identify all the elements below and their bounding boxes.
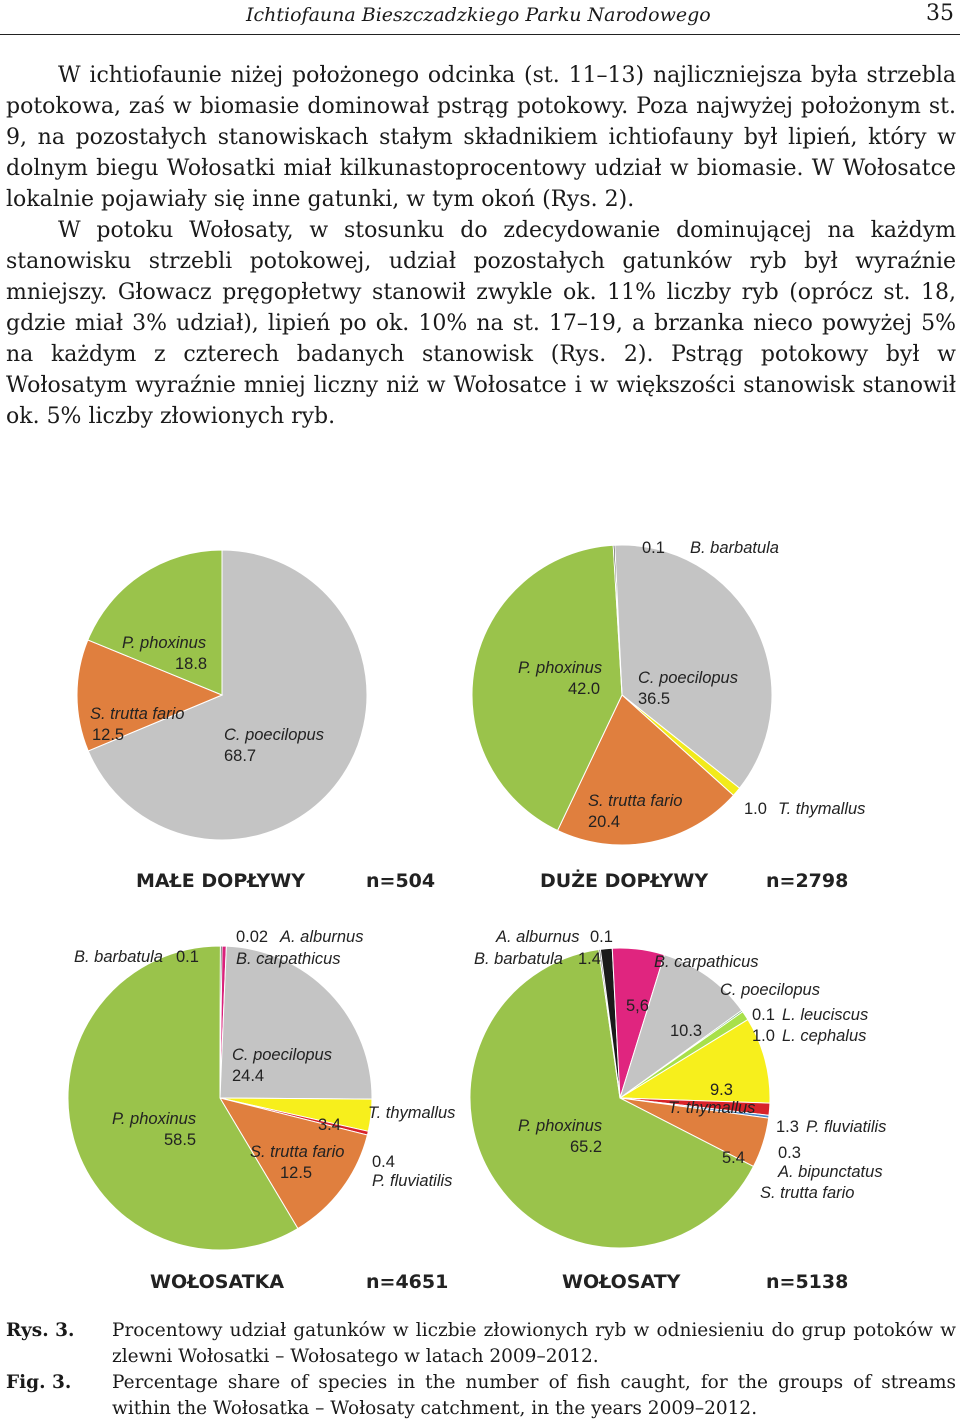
- label-name-t-thymallus: T. thymallus: [778, 800, 866, 818]
- label-value-p-fluviatilis: 0.4: [372, 1153, 395, 1171]
- caption-text: Procentowy udział gatunków w liczbie złowionych ryb w odniesieniu do grup potoków w zlewni Wołosatki – Wołosatego w latach 2009–2012.: [112, 1320, 956, 1367]
- group-title: MAŁE DOPŁYWY: [136, 870, 305, 892]
- figure-pie-charts: [0, 520, 960, 1310]
- label-name-s-trutta: S. trutta fario: [90, 705, 185, 723]
- label-name-c-poecilopus: C. poecilopus: [638, 669, 738, 687]
- label-name-b-barbatula: B. barbatula: [74, 948, 163, 966]
- label-value-a-bipunctatus: 0.3: [778, 1144, 801, 1162]
- label-name-c-poecilopus: C. poecilopus: [224, 726, 324, 744]
- sample-size: n=2798: [766, 870, 849, 892]
- label-name-p-phoxinus: P. phoxinus: [122, 634, 207, 652]
- label-name-s-trutta: S. trutta fario: [588, 792, 683, 810]
- label-name-a-alburnus: A. alburnus: [280, 928, 364, 946]
- label-value-t-thymallus: 9.3: [710, 1081, 733, 1099]
- group-title: WOŁOSATY: [562, 1271, 681, 1293]
- label-name-s-trutta: S. trutta fario: [250, 1143, 345, 1161]
- label-value-b-carpathicus: 5,6: [626, 997, 649, 1015]
- running-header: [0, 0, 960, 35]
- label-name-b-barbatula: B. barbatula: [690, 539, 779, 557]
- label-name-p-fluviatilis: P. fluviatilis: [806, 1118, 887, 1136]
- label-value-a-alburnus: 0.02: [236, 928, 269, 946]
- label-name-c-poecilopus: C. poecilopus: [720, 981, 820, 999]
- label-name-t-thymallus: T. thymallus: [668, 1099, 756, 1117]
- label-name-p-phoxinus: P. phoxinus: [518, 1117, 603, 1135]
- label-value-s-trutta: 20.4: [588, 813, 621, 831]
- sample-size: n=5138: [766, 1271, 849, 1293]
- sample-size: n=4651: [366, 1271, 449, 1293]
- group-title: DUŻE DOPŁYWY: [540, 870, 709, 892]
- label-name-c-poecilopus: C. poecilopus: [232, 1046, 332, 1064]
- label-value-p-phoxinus: 42.0: [568, 680, 601, 698]
- label-name-l-leuciscus: L. leuciscus: [782, 1006, 869, 1024]
- caption-polish: [6, 1318, 956, 1370]
- label-value-s-trutta: 12.5: [280, 1164, 313, 1182]
- paragraph: W ichtiofaunie niżej położonego odcinka (st. 11–13) najliczniejsza była strzebla potokowa, zaś w biomasie dominował pstrąg potokowy. Poza najwyżej położonym st. 9, na pozostałych stanowiskach stałym składnikiem ichtiofauny był lipień, który w dolnym biegu Wołosatki miał kilkunastoprocentowy udział w biomasie. W Wołosatce lokalnie pojawiały się inne gatunki, w tym okoń (Rys. 2).: [6, 63, 956, 212]
- label-value-a-alburnus: 0.1: [590, 928, 613, 946]
- label-name-p-phoxinus: P. phoxinus: [518, 659, 603, 677]
- label-name-b-carpathicus: B. carpathicus: [654, 953, 759, 971]
- label-name-b-carpathicus: B. carpathicus: [236, 950, 341, 968]
- label-name-l-cephalus: L. cephalus: [782, 1027, 867, 1045]
- label-name-a-alburnus: A. alburnus: [496, 928, 580, 946]
- label-value-p-phoxinus: 65.2: [570, 1138, 603, 1156]
- label-name-t-thymallus: T. thymallus: [368, 1104, 456, 1122]
- label-value-b-barbatula: 1.4: [578, 950, 601, 968]
- label-value-s-trutta: 5.4: [722, 1149, 745, 1167]
- caption-label: Fig. 3.: [6, 1372, 72, 1393]
- label-value-p-fluviatilis: 1.3: [776, 1118, 799, 1136]
- caption-label: Rys. 3.: [6, 1320, 75, 1341]
- label-name-s-trutta: S. trutta fario: [760, 1184, 855, 1202]
- label-value-c-poecilopus: 10.3: [670, 1022, 703, 1040]
- page-number: 35: [926, 1, 954, 26]
- label-value-b-barbatula: 0.1: [642, 539, 665, 557]
- pie-chart-wolosatka: [68, 946, 372, 1250]
- label-name-b-barbatula: B. barbatula: [474, 950, 563, 968]
- running-title: Ichtiofauna Bieszczadzkiego Parku Narodowego: [246, 4, 711, 26]
- label-value-l-cephalus: 1.0: [752, 1027, 775, 1045]
- label-value-t-thymallus: 1.0: [744, 800, 767, 818]
- label-value-p-phoxinus: 18.8: [175, 655, 208, 673]
- figure-caption: [6, 1318, 956, 1422]
- label-value-b-barbatula: 0.1: [176, 948, 199, 966]
- label-value-c-poecilopus: 36.5: [638, 690, 671, 708]
- label-value-l-leuciscus: 0.1: [752, 1006, 775, 1024]
- label-name-a-bipunctatus: A. bipunctatus: [778, 1163, 883, 1181]
- sample-size: n=504: [366, 870, 436, 892]
- label-value-s-trutta: 12.5: [92, 726, 125, 744]
- caption-english: [6, 1370, 956, 1422]
- label-value-p-phoxinus: 58.5: [164, 1131, 197, 1149]
- body-text: [6, 60, 956, 432]
- label-name-p-phoxinus: P. phoxinus: [112, 1110, 197, 1128]
- label-name-p-fluviatilis: P. fluviatilis: [372, 1172, 453, 1190]
- paragraph: W potoku Wołosaty, w stosunku do zdecydowanie dominującej na każdym stanowisku strzebli potokowej, udział pozostałych gatunków ryb był wyraźnie mniejszy. Głowacz pręgopłetwy stanowił zwykle ok. 11% liczby ryb (oprócz st. 18, gdzie miał 3% udział), lipień po ok. 10% na st. 17–19, a brzanka nieco powyżej 5% na każdym z czterech badanych stanowisk (Rys. 2). Pstrąg potokowy był w Wołosatym wyraźnie mniej liczny niż w Wołosatce i w większości stanowisk stanowił ok. 5% liczby złowionych ryb.: [6, 218, 956, 429]
- group-title: WOŁOSATKA: [150, 1271, 285, 1293]
- pie-chart-male-doplywy: [77, 550, 367, 840]
- label-value-c-poecilopus: 24.4: [232, 1067, 265, 1085]
- caption-text: Percentage share of species in the number of fish caught, for the groups of streams within the Wołosatka – Wołosaty catchment, in the years 2009–2012.: [112, 1372, 956, 1419]
- label-value-c-poecilopus: 68.7: [224, 747, 257, 765]
- label-value-t-thymallus: 3.4: [318, 1116, 341, 1134]
